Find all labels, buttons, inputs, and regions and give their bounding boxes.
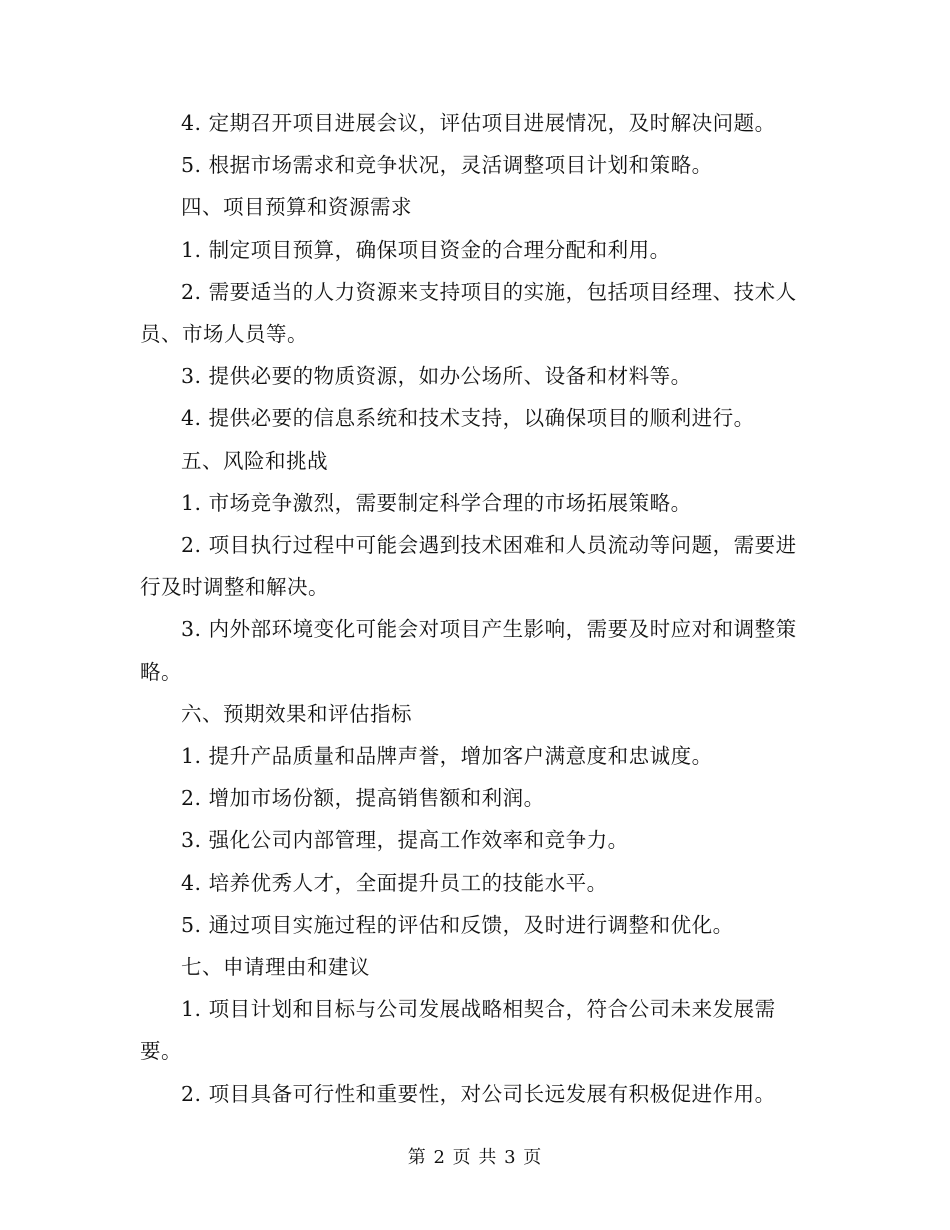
list-item: 2. 项目执行过程中可能会遇到技术困难和人员流动等问题，需要进行及时调整和解决。 bbox=[140, 533, 797, 600]
list-item: 3. 提供必要的物质资源，如办公场所、设备和材料等。 bbox=[181, 364, 692, 389]
list-item: 4. 提供必要的信息系统和技术支持，以确保项目的顺利进行。 bbox=[181, 406, 755, 431]
list-item: 2. 项目具备可行性和重要性，对公司长远发展有积极促进作用。 bbox=[181, 1081, 776, 1106]
list-item: 3. 强化公司内部管理，提高工作效率和竞争力。 bbox=[181, 828, 629, 853]
list-item: 2. 增加市场份额，提高销售额和利润。 bbox=[181, 786, 545, 811]
section-heading: 四、项目预算和资源需求 bbox=[181, 195, 412, 220]
list-item: 1. 制定项目预算，确保项目资金的合理分配和利用。 bbox=[181, 237, 671, 262]
list-item: 1. 市场竞争激烈，需要制定科学合理的市场拓展策略。 bbox=[181, 490, 692, 515]
list-item: 5. 根据市场需求和竞争状况，灵活调整项目计划和策略。 bbox=[181, 153, 713, 178]
section-heading: 六、预期效果和评估指标 bbox=[181, 701, 412, 726]
section-heading: 五、风险和挑战 bbox=[181, 448, 328, 473]
list-item: 4. 培养优秀人才，全面提升员工的技能水平。 bbox=[181, 870, 608, 895]
list-item: 1. 项目计划和目标与公司发展战略相契合，符合公司未来发展需要。 bbox=[140, 997, 776, 1064]
list-item: 2. 需要适当的人力资源来支持项目的实施，包括项目经理、技术人员、市场人员等。 bbox=[140, 279, 797, 347]
section-heading: 七、申请理由和建议 bbox=[181, 955, 370, 980]
list-item: 3. 内外部环境变化可能会对项目产生影响，需要及时应对和调整策略。 bbox=[140, 617, 797, 684]
document-body bbox=[140, 102, 812, 1115]
list-item: 5. 通过项目实施过程的评估和反馈，及时进行调整和优化。 bbox=[181, 912, 734, 937]
page-footer: 第 2 页 共 3 页 bbox=[407, 1147, 543, 1168]
list-item: 4. 定期召开项目进展会议，评估项目进展情况，及时解决问题。 bbox=[181, 111, 776, 135]
list-item: 1. 提升产品质量和品牌声誉，增加客户满意度和忠诚度。 bbox=[181, 744, 713, 769]
